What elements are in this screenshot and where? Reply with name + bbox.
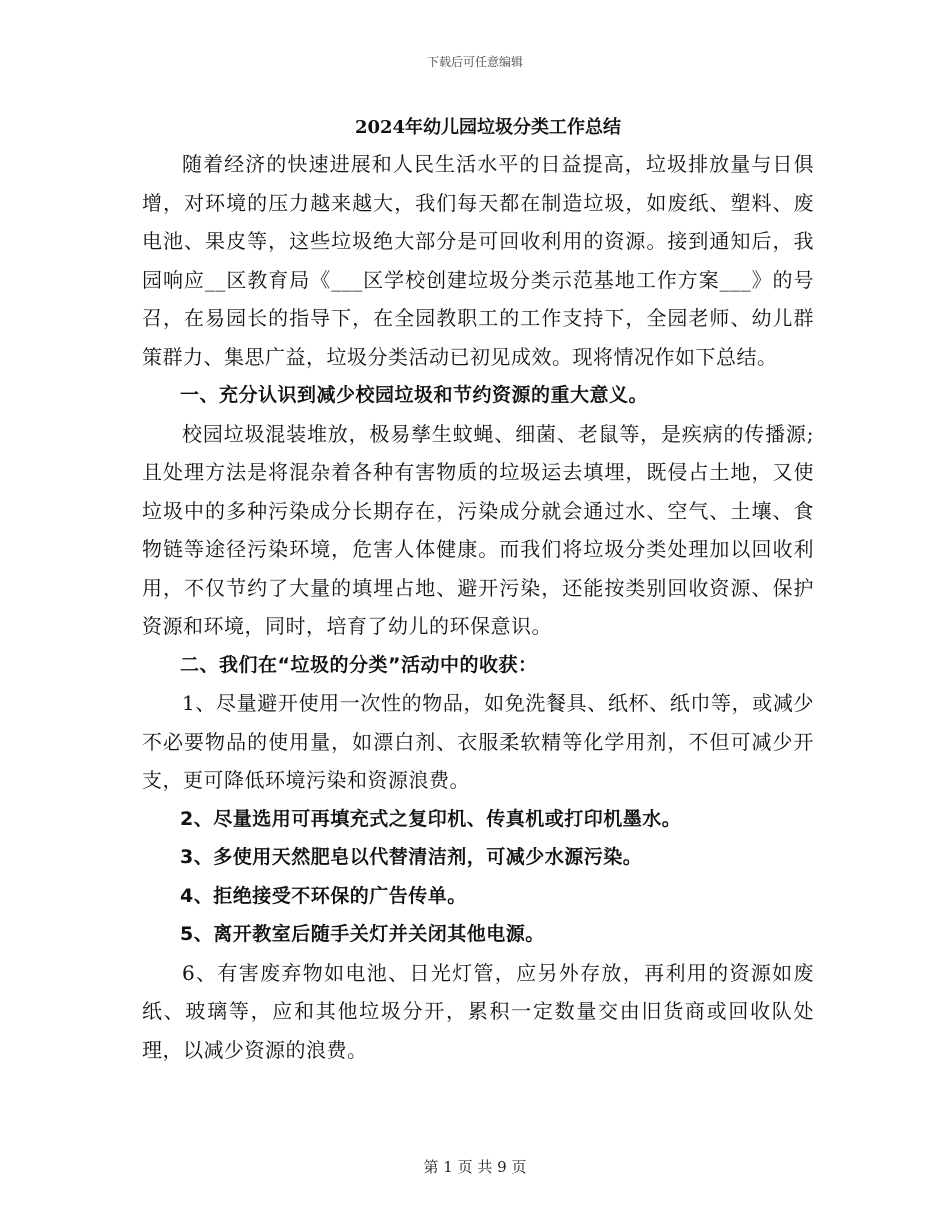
page-header-note: 下载后可任意编辑: [426, 55, 523, 69]
section-heading-1: 一、充分认识到减少校园垃圾和节约资源的重大意义。: [180, 384, 649, 406]
list-item-2: 2、尽量选用可再填充式之复印机、传真机或打印机墨水。: [180, 807, 682, 830]
list-item-1: 1、尽量避开使用一次性的物品，如免洗餐具、纸杯、纸巾等，或减少不必要物品的使用量，如漂白剂、衣服柔软精等化学用剂，不但可减少开支，更可降低环境污染和资源浪费。: [142, 691, 814, 792]
list-item-5: 5、离开教室后随手关灯并关闭其他电源。: [180, 923, 545, 945]
list-item-3: 3、多使用天然肥皂以代替清洁剂，可减少水源污染。: [180, 846, 643, 868]
section-heading-2: 二、我们在“垃圾的分类”活动中的收获：: [180, 653, 538, 676]
page-number-footer: 第 1 页 共 9 页: [423, 1158, 527, 1176]
list-item-6: 6、有害废弃物如电池、日光灯管，应另外存放，再利用的资源如废纸、玻璃等，应和其他垃圾分开，累积一定数量交由旧货商或回收队处理，以减少资源的浪费。: [142, 960, 814, 1062]
paragraph-intro: 随着经济的快速进展和人民生活水平的日益提高，垃圾排放量与日俱增，对环境的压力越来越大，我们每天都在制造垃圾，如废纸、塑料、废电池、果皮等，这些垃圾绝大部分是可回收利用的资源。接到通知后，我园响应__区教育局《___区学校创建垃圾分类示范基地工作方案___》的号召，在易园长的指导下，在全园教职工的工作支持下，全园老师、幼儿群策群力、集思广益，垃圾分类活动已初见成效。现将情况作如下总结。: [142, 152, 814, 369]
document-title: 2024年幼儿园垃圾分类工作总结: [354, 117, 622, 138]
list-item-4: 4、拒绝接受不环保的广告传单。: [180, 884, 467, 907]
paragraph-significance: 校园垃圾混装堆放，极易孳生蚊蝇、细菌、老鼠等，是疾病的传播源;且处理方法是将混杂着各种有害物质的垃圾运去填埋，既侵占土地，又使垃圾中的多种污染成分长期存在，污染成分就会通过水、空气、土壤、食物链等途径污染环境，危害人体健康。而我们将垃圾分类处理加以回收利用，不仅节约了大量的填埋占地、避开污染，还能按类别回收资源、保护资源和环境，同时，培育了幼儿的环保意识。: [142, 421, 814, 638]
document-body: [142, 111, 814, 1069]
